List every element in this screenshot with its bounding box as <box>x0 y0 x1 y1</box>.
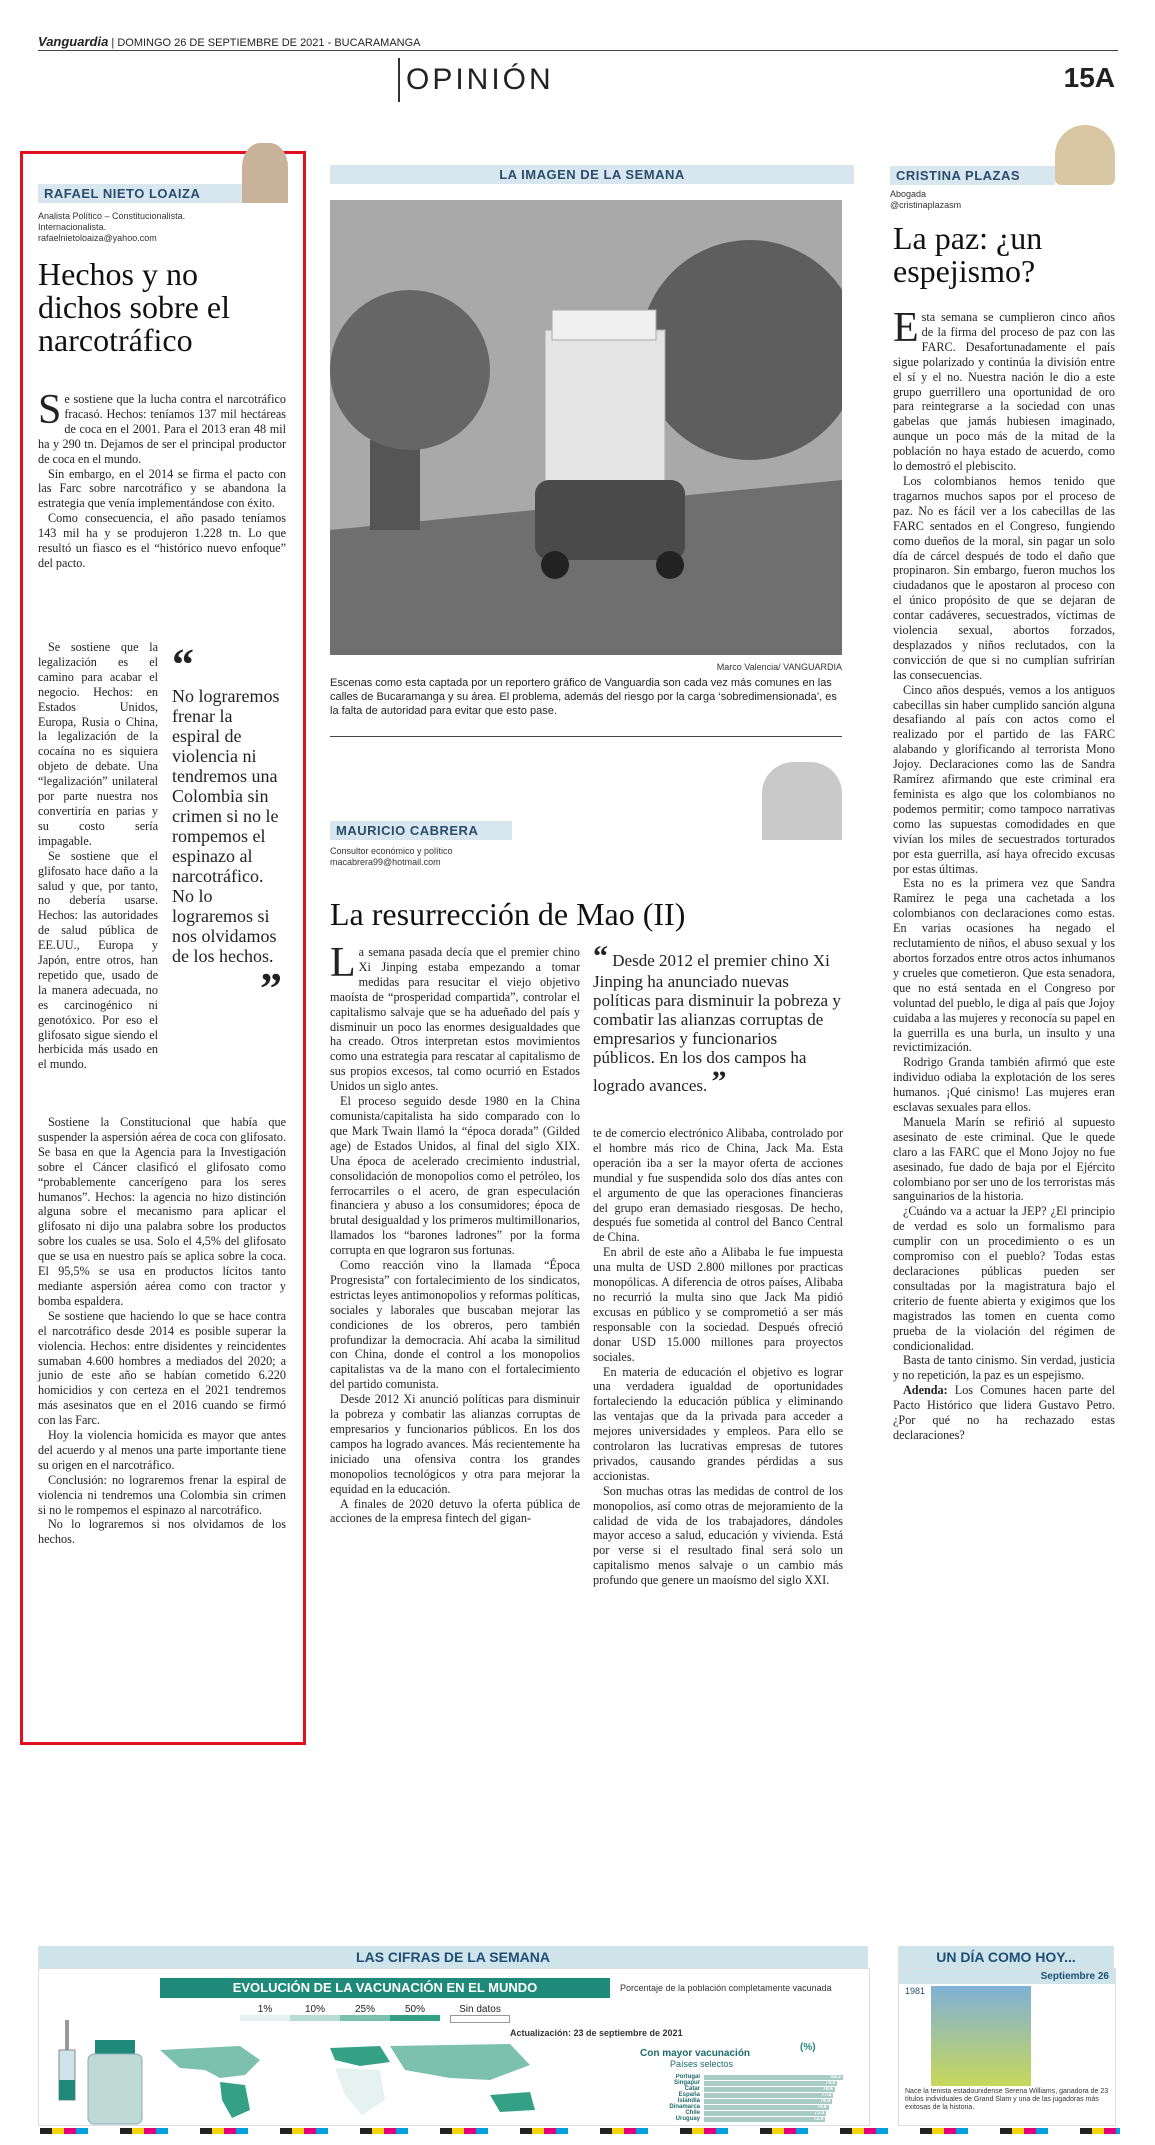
legend-swatch <box>450 2015 510 2023</box>
dropcap: L <box>330 940 356 986</box>
author-name: CRISTINA PLAZAS <box>890 166 1055 185</box>
pullquote-body: Desde 2012 el premier chino Xi Jinping ha anunciado nuevas políticas para disminuir la pobreza y combatir las alianzas corruptas de empresarios y funcionarios públicos. En los dos campos ha logrado avances. <box>593 951 841 1095</box>
author-name: RAFAEL NIETO LOAIZA <box>38 184 242 203</box>
legend-item <box>390 2004 440 2023</box>
legend-label: 50% <box>404 2004 425 2015</box>
legend-swatch <box>240 2015 290 2021</box>
legend-item <box>450 2004 510 2023</box>
left-article-body-narrow <box>38 640 158 1072</box>
paragraph: Como consecuencia, el año pasado teníamos 143 mil ha y se produjeron 1.228 tn. Lo que resultó un fiasco es el “histórico nuevo enfoque” del pacto. <box>38 511 286 570</box>
serena-photo <box>931 1986 1031 2086</box>
legend-label: 10% <box>304 2004 325 2015</box>
legend-label: 1% <box>257 2004 273 2015</box>
bar-value: 74.8 <box>816 2103 827 2110</box>
left-pullquote <box>172 640 282 1013</box>
image-week-label: LA IMAGEN DE LA SEMANA <box>330 165 854 184</box>
bar <box>704 2075 843 2080</box>
legend-item <box>290 2004 340 2023</box>
credential-line: Internacionalista. <box>38 222 107 232</box>
paragraph: El proceso seguido desde 1980 en la China comunista/capitalista ha sido comparado con lo que Mark Twain llamó la “época dorada” (Gilded age) de Estados Unidos, al final del siglo XIX. Una época de acelerado crecimiento industrial, consolidación de monopolios como el petróleo, los ferrocarriles o el acero, de gran especulación financiera y abuso a los consumidores; época de brutal desigualdad y los primeros multimillonarios, llamados los “barones ladrones” por la forma corrupta en que lograron sus fortunas. <box>330 1094 580 1258</box>
paragraph-text: e sostiene que la lucha contra el narcotráfico fracasó. Hechos: teníamos 137 mil hectáreas de coca en el 2001. Para el 2013 eran 48 mil ha y 290 tn. Dejamos de ser el principal productor de coca en el mundo. <box>38 392 286 466</box>
brand-name: Vanguardia <box>38 34 109 49</box>
dropcap: E <box>893 305 919 351</box>
paragraph: Sin embargo, en el 2014 se firma el pacto con las Farc sobre narcotráfico y se abandona la estrategia que venía implementándose con éxito. <box>38 466 286 511</box>
close-quote-icon: ” <box>260 964 282 1013</box>
center-col2 <box>593 1126 843 1588</box>
cifras-label: LAS CIFRAS DE LA SEMANA <box>38 1946 868 1968</box>
paragraph: Rodrigo Granda también afirmó que este individuo odiaba la explotación de los seres humanos. ¡Qué cinismo! Las mujeres eran esclavas sexuales para ellos. <box>893 1055 1115 1115</box>
legend-swatch <box>390 2015 440 2021</box>
masthead-city: BUCARAMANGA <box>334 37 421 49</box>
author-credentials <box>38 211 288 244</box>
bar <box>704 2093 833 2098</box>
ranking-block <box>640 2048 860 2069</box>
bar <box>704 2087 835 2092</box>
paragraph: Conclusión: no lograremos frenar la espiral de violencia ni tendremos una Colombia sin crimen si no le rompemos el espinazo al narcotráfico. <box>38 1472 286 1517</box>
paragraph <box>38 387 286 467</box>
paragraph: Se sostiene que haciendo lo que se hace contra el narcotráfico desde 2014 es posible superar la violencia. Hechos: entre disidentes y reincidentes sumaban 4.600 hombres a mediados del 2020; a junio de este año se habían cometido 6.220 homicidios y con certeza en el 2021 tendremos más asesinatos que en el 2016 cuando se firmó con las Farc. <box>38 1308 286 1428</box>
paragraph: Se sostiene que el glifosato hace daño a la salud y que, por tanto, no debería usarse. Hechos: las autoridades de salud pública de EE.UU., Europa y Japón, entre otros, han repetido que, usado de la manera adecuada, no es carcinogénico ni genotóxico. Por eso el glifosato sigue siendo el herbicida más usado en el mundo. <box>38 848 158 1072</box>
ranking-subtitle: Países selectos <box>670 2059 734 2069</box>
author-name: MAURICIO CABRERA <box>330 821 512 840</box>
infographic-subtitle: Porcentaje de la población completamente vacunada <box>620 1983 832 1993</box>
bar-value: 73.3 <box>814 2109 825 2116</box>
bar-label: Dinamarca <box>669 2104 700 2110</box>
paragraph <box>893 1383 1115 1443</box>
addendum-label: Adenda: <box>903 1383 948 1398</box>
infographic-title: EVOLUCIÓN DE LA VACUNACIÓN EN EL MUNDO <box>160 1978 610 1998</box>
bar-label: España <box>678 2092 700 2098</box>
masthead <box>38 34 1118 49</box>
legend-item <box>240 2004 290 2023</box>
bar-label: Chile <box>685 2110 700 2116</box>
credential-line: Abogada <box>890 189 927 199</box>
paragraph: Cinco años después, vemos a los antiguos cabecillas sin haber cumplido sanción alguna desafiando al país con actos como el realizado por el partido de las FARC alabando y glorificando al terrorista Mono Jojoy. Declaraciones como las de Sandra Ramírez afirmando que este criminal era feminista es algo que los colombianos no podemos permitir; como tampoco narrativas como las supuestas comodidades en que vivían los miles de secuestrados torturados por esta guerrilla, así haya ofrecido excusas por estas últimas. <box>893 682 1115 876</box>
bar-value: 79.9 <box>825 2079 836 2086</box>
left-author-block <box>38 165 288 244</box>
legend-item <box>340 2004 390 2023</box>
paragraph <box>893 305 1115 474</box>
masthead-separator: | <box>111 37 115 49</box>
bar-value: 78.4 <box>822 2085 833 2092</box>
bar-value: 76.9 <box>820 2097 831 2104</box>
paragraph: Esta no es la primera vez que Sandra Ramírez le pega una cachetada a los colombianos con declaraciones como estas. En varias ocasiones ha negado el reclutamiento de niños, el abuso sexual y los abortos forzados entre otros actos inhumanos y crueles que cometieron. Que esta senadora, que no está sentada en el Congreso por voluntad del pueblo, le diga al país que Jojoy cuidaba a las mujeres y reconocía su papel en la guerrilla es una burla, un insulto y una revictimización. <box>893 876 1115 1055</box>
paragraph: En abril de este año a Alibaba le fue impuesta una multa de USD 2.800 millones por practicas monopólicas. A diferencia de otros países, Alibaba no recurrió la multa sino que Jack Ma pidió excusas en público y se comprometió a ser más responsable con la sociedad. Después ofreció donar USD 15.000 millones para proyectos sociales. <box>593 1245 843 1364</box>
bar-label: Islandia <box>677 2098 700 2104</box>
center-pullquote <box>593 942 843 1097</box>
paragraph-text: Los Comunes hacen parte del Pacto Histórico que lidera Gustavo Petro. ¿Por qué no ha rechazado estas declaraciones? <box>893 1383 1115 1442</box>
close-quote-icon: ” <box>711 1065 727 1098</box>
page-number: 15A <box>1063 62 1115 93</box>
right-headline: La paz: ¿un espejismo? <box>893 220 1043 289</box>
paragraph: A finales de 2020 detuvo la oferta pública de acciones de la empresa fintech del gigan- <box>330 1496 580 1526</box>
pullquote-text: No lograremos frenar la espiral de violencia ni tendremos una Colombia sin crimen si no le rompemos el espinazo al narcotráfico. No lo lograremos si nos olvidamos de los hechos. <box>172 686 280 966</box>
photo-credit: Marco Valencia/ VANGUARDIA <box>716 662 842 672</box>
bar-value: 72.8 <box>813 2115 824 2122</box>
center-author-block <box>330 812 842 868</box>
author-portrait <box>242 143 288 203</box>
paragraph: Sostiene la Constitucional que había que suspender la aspersión aérea de coca con glifosato. Se basa en que la Agencia para la Investigación sobre el Cáncer clasificó el glifosato como “probablemente cancerígeno para los seres humanos”. Hechos: la agencia no hizo distinción alguna sobre el mecanismo para aplicar el glifosato ni dijo una palabra sobre los productos sobre los cuales se usa. Solo el 4,5% del glifosato que se usa en nuestro país se aplica sobre la coca. El 95,5% se usa en productos lícitos tanto mediante aspersión aérea como con tractor y bomba espaldera. <box>38 1115 286 1308</box>
news-photo <box>330 200 842 655</box>
bar-value: 83.3 <box>831 2074 841 2080</box>
ranking-title: Con mayor vacunación <box>640 2048 751 2059</box>
paragraph: ¿Cuándo va a actuar la JEP? ¿El principio de verdad es solo un formalismo para cumplir con un procedimiento o es un compromiso con el pueblo? Todas estas declaraciones públicas pueden ser consultadas por la magistratura bajo el criterio de fuente abierta y exigimos que los magistrados las tomen en cuenta como prueba de la violación del régimen de condicionalidad. <box>893 1204 1115 1353</box>
bar-label: Catar <box>684 2086 700 2092</box>
credential-line: Consultor económico y político <box>330 846 453 856</box>
paragraph: Se sostiene que la legalización es el camino para acabar el negocio. Hechos: en Estados Unidos, Europa, Rusia o China, la legalización de la cocaína no es siquiera objeto de debate. Una “legalización” unilateral por parte nuestra nos convertiría en parias y su costo sería impagable. <box>38 640 158 848</box>
divider <box>330 736 842 737</box>
author-credentials <box>890 189 1115 211</box>
bar <box>704 2111 826 2116</box>
author-credentials <box>330 846 842 868</box>
paragraph-text: a semana pasada decía que el premier chino Xi Jinping estaba empezando a tomar medidas para resucitar el viejo objetivo maoísta de “prosperidad compartida”, controlar el capitalismo salvaje que se ha adueñado del país y disminuir un poco las enormes desigualdades que ha creado. Otros interpretan estos movimientos como una estrategia para rescatar al capitalismo de sus propios excesos, tal como ocurrió en Estados Unidos un siglo antes. <box>330 945 580 1094</box>
dia-frame <box>898 1968 1116 2126</box>
center-headline: La resurrección de Mao (II) <box>330 896 686 932</box>
center-col1 <box>330 940 580 1526</box>
author-handle: @cristinaplazasm <box>890 200 962 210</box>
dia-month: Septiembre 26 <box>899 1969 1115 1984</box>
author-portrait <box>1055 125 1115 185</box>
paragraph: Son muchas otras las medidas de control de los monopolios, así como otras de mejoramiento de la calidad de vida de los trabajadores, dándoles mayor acceso a salud, educación y vivienda. Está por verse si el resultado final será solo un capitalismo menos salvaje o un cambio más profundo que genere un maoísmo del siglo XXI. <box>593 1483 843 1588</box>
left-article-body-bottom <box>38 1115 286 1547</box>
dropcap: S <box>38 387 62 433</box>
paragraph: Manuela Marín se refirió al supuesto asesinato de este criminal. Que le quede claro a las FARC que el Mono Jojoy no fue asesinado, fue dado de baja por el Ejército colombiano por ser uno de los terroristas más sanguinarios de la historia. <box>893 1114 1115 1204</box>
paragraph: Como reacción vino la llamada “Época Progresista” con fortalecimiento de los sindicatos, estrictas leyes antimonopolios y reformas políticas, sociales y laborales que buscaban mejorar las condiciones de los obreros, pero también profundizar la democracia. Ahí acaba la similitud con China, donde el control a los monopolios capitalistas va de la mano con el fortalecimiento del partido comunista. <box>330 1258 580 1392</box>
bar <box>704 2105 829 2110</box>
paragraph: Los colombianos hemos tenido que tragarnos muchos sapos por el proceso de paz. No es fácil ver a los cabecillas de las FARC sentados en el Congreso, fungiendo como dueños de la moral, sin pagar un solo día de cárcel después de todo el daño que propinaron. Sin embargo, fueron muchos los ciudadanos que le apostaron al proceso con el único propósito de que se dejaran de contar cadáveres, secuestrados, víctimas de violencia sexual, abortos forzados, desplazados y niños reclutados, con la convicción de que si no cumplían sufrirían las consecuencias. <box>893 473 1115 682</box>
paragraph <box>330 940 580 1094</box>
section-title: OPINIÓN <box>398 58 554 102</box>
right-author-block <box>890 155 1115 211</box>
bar-label: Portugal <box>675 2074 700 2080</box>
masthead-date: DOMINGO 26 DE SEPTIEMBRE DE 2021 <box>117 37 325 49</box>
legend-swatch <box>340 2015 390 2021</box>
author-email: rafaelnietoloaiza@yahoo.com <box>38 233 157 243</box>
bar-row <box>640 2116 860 2122</box>
bar-value: 77.6 <box>821 2091 832 2098</box>
paragraph: te de comercio electrónico Alibaba, controlado por el hombre más rico de China, Jack Ma. Esta operación iba a ser la mayor oferta de acciones mundial y fue suspendida solo dos días antes con el argumento de que las operaciones financieras del grupo eran demasiado riesgosas. De hecho, después fue sometida al control del Banco Central de China. <box>593 1126 843 1245</box>
photo-caption: Escenas como esta captada por un reportero gráfico de Vanguardia son cada vez más comunes en las calles de Bucaramanga y su área. El problema, además del riesgo por la carga ‘sobredimensionada’, es la falta de autoridad para evitar que esto pase. <box>330 677 837 717</box>
legend-label: 25% <box>354 2004 375 2015</box>
paragraph-text: sta semana se cumplieron cinco años de la firma del proceso de paz con las FARC. Desafortunadamente el país sigue polarizado y continúa la división entre el sí y el no. Nuestra nación le dio a este grupo guerrillero una oportunidad de oro para reintegrarse a la sociedad con unas gabelas que jamás hubiesen imaginado, aunque un poco más de la mitad de la población no haya estado de acuerdo, como lo demostró el plebiscito. <box>893 310 1115 474</box>
dia-label: UN DÍA COMO HOY... <box>898 1946 1114 1968</box>
year-1981: 1981 <box>905 1986 926 1996</box>
author-email: macabrera99@hotmail.com <box>330 857 441 867</box>
vaccine-vial-icon <box>80 2040 160 2125</box>
legend-swatch <box>290 2015 340 2021</box>
bar <box>704 2099 832 2104</box>
paragraph: En materia de educación el objetivo es lograr una verdadera igualdad de oportunidades fortaleciendo la educación pública y eliminando las ventajas que da la privada para acceder a mejores universidades y empleos. Para ello se controlaron las lucrativas empresas de tutores privados, causando grandes pérdidas a sus accionistas. <box>593 1364 843 1483</box>
pct-header: (%) <box>800 2042 816 2053</box>
left-headline: Hechos y no dichos sobre el narcotráfico <box>38 256 230 358</box>
masthead-dash: - <box>327 37 332 49</box>
paragraph: Basta de tanto cinismo. Sin verdad, justicia y no repetición, la paz es un espejismo. <box>893 1353 1115 1383</box>
update-date: Actualización: 23 de septiembre de 2021 <box>510 2028 683 2038</box>
paragraph: Desde 2012 Xi anunció políticas para disminuir la pobreza y combatir las alianzas corruptas de empresarios y funcionarios públicos. En los dos campos ha logrado avances. Más recientemente ha iniciado una ofensiva contra los grandes monopolios tecnológicos y otra para mejorar la equidad en la educación. <box>330 1392 580 1496</box>
author-portrait <box>762 762 842 840</box>
loaded-car-photo-icon <box>330 200 842 655</box>
bar <box>704 2117 825 2122</box>
credential-line: Analista Político – Constitucionalista. <box>38 211 186 221</box>
legend-label: Sin datos <box>459 2004 501 2015</box>
left-article-body <box>38 387 286 571</box>
map-legend <box>240 2004 510 2023</box>
ranking-bars <box>640 2074 860 2124</box>
pullquote-text <box>593 942 843 1097</box>
paragraph: Hoy la violencia homicida es mayor que antes del acuerdo y al menos una parte importante tiene su origen en el narcotráfico. <box>38 1428 286 1472</box>
masthead-rule <box>38 50 1118 51</box>
open-quote-icon: “ <box>593 940 608 973</box>
event-1981: Nace la tenista estadounidense Serena Williams, ganadora de 23 títulos individuales de Grand Slam y una de las jugadoras más exitosas de la historia. <box>905 2088 1109 2111</box>
bar-label: Singapur <box>673 2080 700 2086</box>
world-map <box>150 2040 570 2120</box>
paragraph: No lo lograremos si nos olvidamos de los hechos. <box>38 1517 286 1547</box>
print-color-strip <box>40 2128 1120 2134</box>
open-quote-icon: “ <box>172 640 194 689</box>
bar-label: Uruguay <box>675 2116 700 2122</box>
right-article-body <box>893 305 1115 1443</box>
bar <box>704 2081 837 2086</box>
